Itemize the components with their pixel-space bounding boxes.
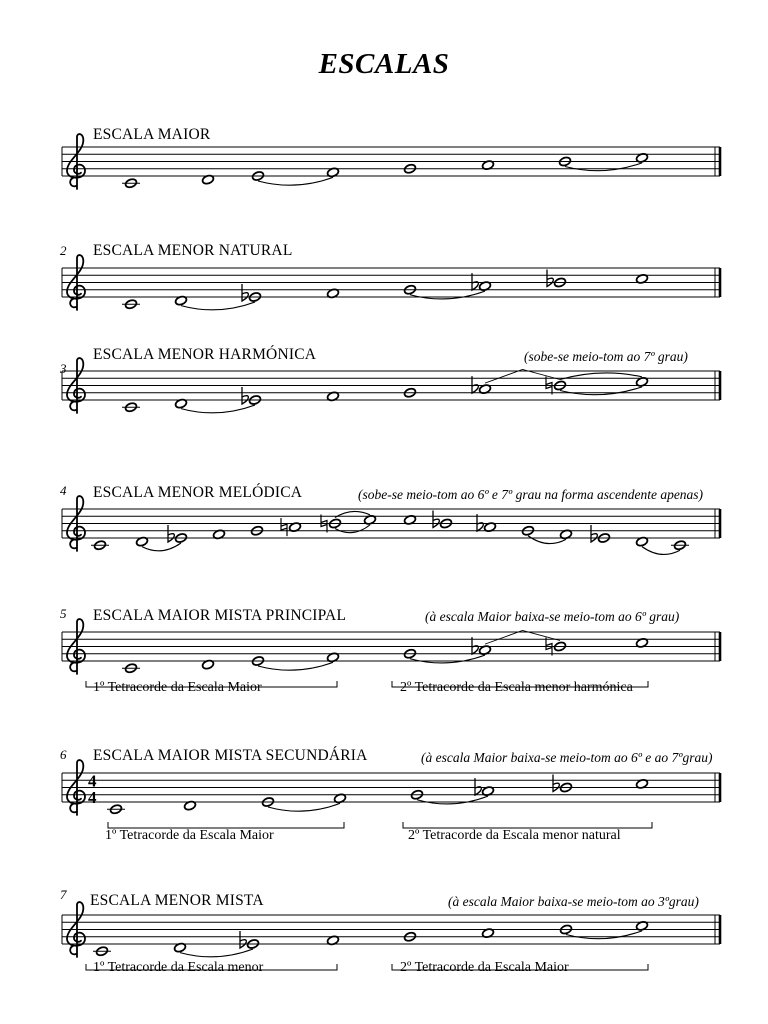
scale-note: (à escala Maior baixa-se meio-tom ao 6º e ao 7ºgrau) [421,750,713,765]
system-number: 7 [60,887,67,902]
slur [142,543,181,551]
slur [258,177,333,185]
scale-label-menor-natural: ESCALA MENOR NATURAL [93,242,293,259]
flat-accidental-icon [553,775,559,792]
tetrachord-bracket [392,681,648,687]
slur [566,931,642,939]
tetrachord-label: 1º Tetracorde da Escala Maior [105,828,274,843]
system-number: 2 [60,243,67,258]
slur [181,302,255,310]
slur [258,662,333,670]
flat-accidental-icon [240,931,246,948]
slur [565,163,642,171]
tetrachord-bracket [108,822,344,828]
page-title: ESCALAS [318,48,450,80]
tetrachord-label: 2º Tetracorde da Escala menor natural [408,828,621,843]
scale-label-maior-mista-secundaria: ESCALA MAIOR MISTA SECUNDÁRIA [93,747,368,764]
slur [181,405,255,413]
system-number: 5 [60,606,67,621]
system-number: 4 [60,483,67,498]
augmented-second-marker [485,631,560,645]
scale-label-menor-melodica: ESCALA MENOR MELÓDICA [93,484,303,501]
slur [335,525,370,533]
time-signature-denominator: 4 [88,788,97,807]
scale-label-maior-mista-principal: ESCALA MAIOR MISTA PRINCIPAL [93,607,347,624]
augmented-second-marker [485,370,560,384]
scale-note: (à escala Maior baixa-se meio-tom ao 6º grau) [425,609,680,624]
system-number: 6 [60,747,67,762]
flat-accidental-icon [433,511,439,528]
slur [560,387,642,395]
slur [410,291,485,299]
tetrachord-bracket [86,681,337,687]
tetrachord-bracket [86,964,337,970]
tetrachord-label: 2º Tetracorde da Escala menor harmónica [400,680,633,695]
scale-label-menor-mista: ESCALA MENOR MISTA [90,892,264,909]
scale-note: (sobe-se meio-tom ao 7º grau) [524,349,688,364]
slur [268,803,340,811]
flat-accidental-icon [168,525,174,542]
flat-accidental-icon [591,525,597,542]
tetrachord-label: 1º Tetracorde da Escala Maior [93,680,262,695]
system-number: 3 [60,361,67,376]
flat-accidental-icon [547,270,553,287]
tetrachord-label: 2º Tetracorde da Escala Maior [400,960,569,975]
time-signature-numerator: 4 [88,771,97,791]
tetrachord-bracket [403,822,652,828]
flat-accidental-icon [242,284,248,301]
scale-label-maior: ESCALA MAIOR [93,126,211,143]
slur [417,796,488,804]
tetrachord-label: 1º Tetracorde da Escala menor [93,960,264,975]
scale-note: (à escala Maior baixa-se meio-tom ao 3ºgrau) [448,894,699,909]
scale-label-menor-harmonica: ESCALA MENOR HARMÓNICA [93,346,317,363]
slur [410,655,485,663]
natural-accidental-icon [281,518,287,536]
flat-accidental-icon [242,387,248,404]
slur [180,949,253,957]
tetrachord-bracket [392,964,648,970]
scale-note: (sobe-se meio-tom ao 6º e 7º grau na forma ascendente apenas) [358,487,704,502]
